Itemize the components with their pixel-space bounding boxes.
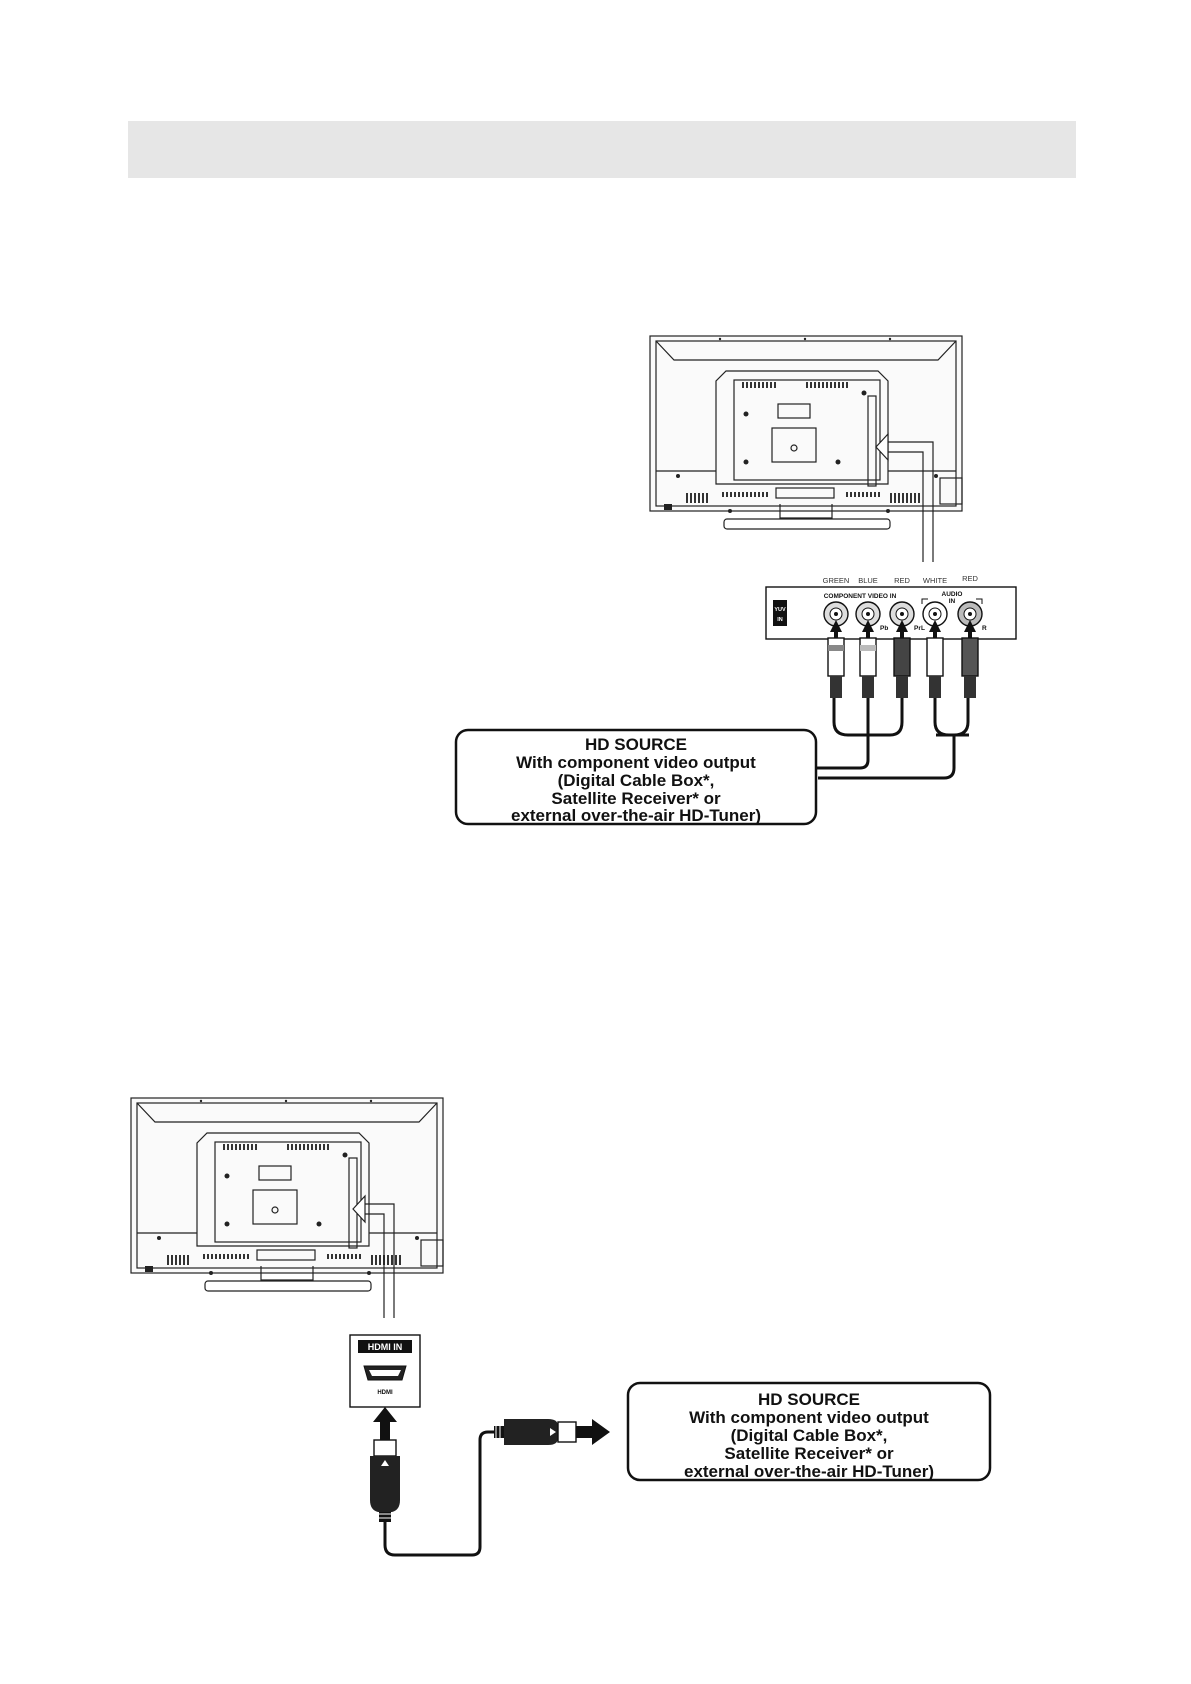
source-title: HD SOURCE <box>584 735 688 754</box>
source-line: Satellite Receiver* or <box>551 789 721 808</box>
hdmi-port-label: HDMI <box>377 1390 393 1396</box>
jack-color-label: RED <box>894 576 910 585</box>
jack-sub-label: L <box>921 625 925 632</box>
jack-sub-label: R <box>982 625 987 632</box>
source-line: external over-the-air HD-Tuner) <box>683 1462 935 1481</box>
component-group-label: COMPONENT VIDEO IN <box>823 593 897 600</box>
source-title: HD SOURCE <box>757 1390 861 1409</box>
source-line: (Digital Cable Box*, <box>730 1426 888 1445</box>
hdmi-badge: HDMI IN <box>367 1342 403 1352</box>
source-line: (Digital Cable Box*, <box>557 771 715 790</box>
component-input-panel <box>766 574 1016 639</box>
rca-plugs <box>816 620 978 778</box>
tv-back-illustration <box>131 1098 443 1291</box>
source-line: Satellite Receiver* or <box>724 1444 894 1463</box>
hd-source-box <box>456 730 816 825</box>
tv-back-illustration <box>650 336 962 529</box>
hdmi-input-panel <box>350 1335 420 1407</box>
hd-source-box <box>628 1383 990 1481</box>
jack-sub-label: Pr <box>914 625 921 632</box>
jack-color-label: WHITE <box>922 576 948 585</box>
source-line: With component video output <box>689 1408 929 1427</box>
jack-color-label: RED <box>962 574 978 583</box>
hdmi-plug <box>494 1419 610 1445</box>
jack-color-label: BLUE <box>858 576 878 585</box>
hdmi-plug <box>370 1407 494 1555</box>
source-line: With component video output <box>516 753 756 772</box>
audio-group-label: AUDIO <box>941 591 963 598</box>
yuv-badge-bottom: IN <box>777 617 783 623</box>
jack-color-label: GREEN <box>822 576 850 585</box>
jack-sub-label: Pb <box>880 625 889 632</box>
yuv-badge-top: YUV <box>774 607 786 613</box>
audio-group-sublabel: IN <box>948 598 956 605</box>
source-line: external over-the-air HD-Tuner) <box>510 806 762 825</box>
